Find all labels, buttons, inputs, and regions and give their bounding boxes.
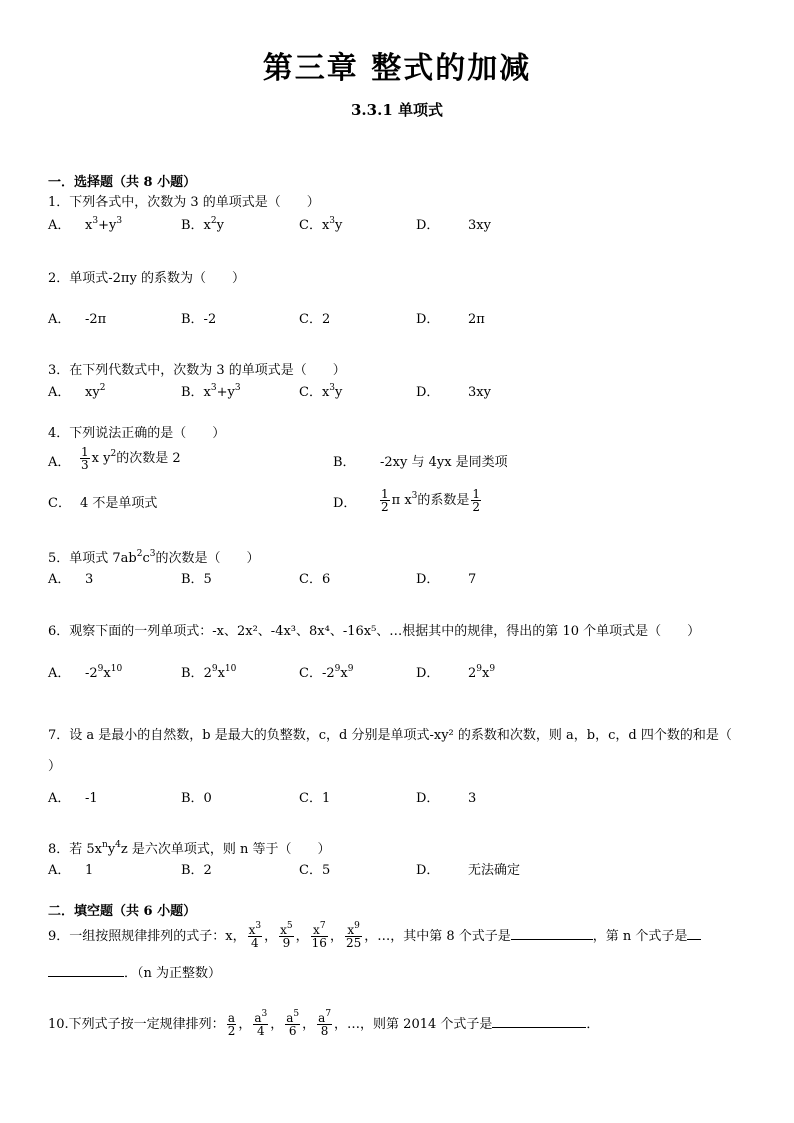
question-7-option-d-text: 3 [468, 791, 477, 806]
question-5-option-c: C．6 [299, 572, 331, 587]
question-4-option-b: B． [333, 455, 356, 470]
question-3-option-d-text: 3xy [468, 385, 491, 400]
question-2-option-d: D． [416, 312, 440, 327]
question-7-stem-cont: ） [48, 759, 62, 774]
question-4-option-b-text: -2xy 与 4yx 是同类项 [380, 455, 508, 470]
question-7-stem: 7．设 a 是最小的自然数，b 是最大的负整数，c，d 分别是单项式-xy² 的系数和次数，则 a，b，c，d 四个数的和是（ [48, 728, 732, 743]
question-1-option-d-text: 3xy [468, 218, 491, 233]
question-4-option-d: D． [333, 496, 357, 511]
question-4-option-c-text: 4 不是单项式 [80, 496, 158, 511]
question-10-stem: 10.下列式子按一定规律排列： $\frac{a}{2}$ ， $\frac{a^3}{4}$ ， $\frac{a^5}{6}$ ， $\frac{a^7}{8}$ ，…，则第 2014 个式子是 ． [48, 1009, 600, 1038]
question-5-option-b: B．5 [181, 572, 212, 587]
question-5-option-d-text: 7 [468, 572, 477, 587]
question-8-option-b: B．2 [181, 863, 212, 878]
question-6-option-c: C．$-2^9x^9$ [299, 664, 354, 681]
section-fill-title: 二．填空题（共 6 小题） [48, 904, 197, 919]
section-choice-title: 一．选择题（共 8 小题） [48, 175, 197, 190]
question-2-option-a: A． [48, 312, 71, 327]
question-8-option-c: C．5 [299, 863, 331, 878]
question-1-option-b: B．$x^2y$ [181, 216, 224, 233]
question-3-option-a: A． [48, 385, 71, 400]
question-3-option-d: D． [416, 385, 440, 400]
question-8-option-d-text: 无法确定 [468, 863, 521, 878]
question-1-stem: 1．下列各式中，次数为 3 的单项式是（ ） [48, 195, 320, 210]
question-4-option-a-text: $\frac{1}{3}$ x $y^2$的次数是 2 [81, 445, 181, 472]
question-6-option-a-text: $-2^9x^{10}$ [85, 664, 123, 681]
question-6-option-d: D． [416, 666, 440, 681]
question-8-option-a: A． [48, 863, 71, 878]
question-3-stem: 3．在下列代数式中，次数为 3 的单项式是（ ） [48, 363, 346, 378]
question-1-option-a-text: $x^3+y^3$ [85, 216, 123, 233]
question-8-option-d: D． [416, 863, 440, 878]
question-4-stem: 4．下列说法正确的是（ ） [48, 426, 226, 441]
question-5-stem: 5．单项式 $7ab^2c^3$的次数是（ ） [48, 549, 260, 566]
question-8-stem: 8．若 $5x^ny^4z$ 是六次单项式，则 n 等于（ ） [48, 840, 331, 857]
question-1-option-a: A． [48, 218, 71, 233]
question-4-option-a: A． [48, 455, 71, 470]
question-3-option-a-text: $xy^2$ [85, 383, 106, 400]
question-6-option-a: A． [48, 666, 71, 681]
question-9-stem-cont: ．（n 为正整数） [48, 967, 221, 980]
question-2-option-a-text: -2π [85, 312, 107, 327]
question-5-option-a-text: 3 [85, 572, 94, 587]
question-5-option-a: A． [48, 572, 71, 587]
question-8-option-a-text: 1 [85, 863, 94, 878]
question-2-stem: 2．单项式-2πy 的系数为（ ） [48, 271, 245, 286]
question-1-option-c: C．$x^3y$ [299, 216, 343, 233]
question-6-option-d-text: $2^9x^9$ [468, 664, 496, 681]
question-9-stem: 9．一组按照规律排列的式子：x， $\frac{x^3}{4}$ ， $\frac{x^5}{9}$ ， $\frac{x^7}{16}$ ， $\frac{x^9}{25}$ ，…，其中第 8 个式子是 ，第 n 个式子是 [48, 924, 701, 949]
question-7-option-d: D． [416, 791, 440, 806]
question-4-option-c: C． [48, 496, 71, 511]
question-6-stem: 6．观察下面的一列单项式：-x、2x²、-4x³、8x⁴、-16x⁵、…根据其中的规律，得出的第 10 个单项式是（ ） [48, 624, 701, 639]
question-2-option-b: B．-2 [181, 312, 217, 327]
question-1-option-d: D． [416, 218, 440, 233]
question-4-option-d-text: $\frac{1}{2}$ π $x^3$的系数是 $\frac{1}{2}$ [381, 487, 481, 514]
question-2-option-d-text: 2π [468, 312, 485, 327]
question-6-option-b: B．$2^9x^{10}$ [181, 664, 237, 681]
question-3-option-c: C．$x^3y$ [299, 383, 343, 400]
page-subtitle: 3.3.1 单项式 [351, 101, 443, 119]
question-5-option-d: D． [416, 572, 440, 587]
page-title: 第三章 整式的加减 [262, 51, 532, 86]
question-2-option-c: C．2 [299, 312, 331, 327]
question-3-option-b: B．$x^3+y^3$ [181, 383, 241, 400]
question-7-option-a: A． [48, 791, 71, 806]
question-7-option-a-text: -1 [85, 791, 98, 806]
question-7-option-c: C．1 [299, 791, 331, 806]
question-7-option-b: B．0 [181, 791, 212, 806]
